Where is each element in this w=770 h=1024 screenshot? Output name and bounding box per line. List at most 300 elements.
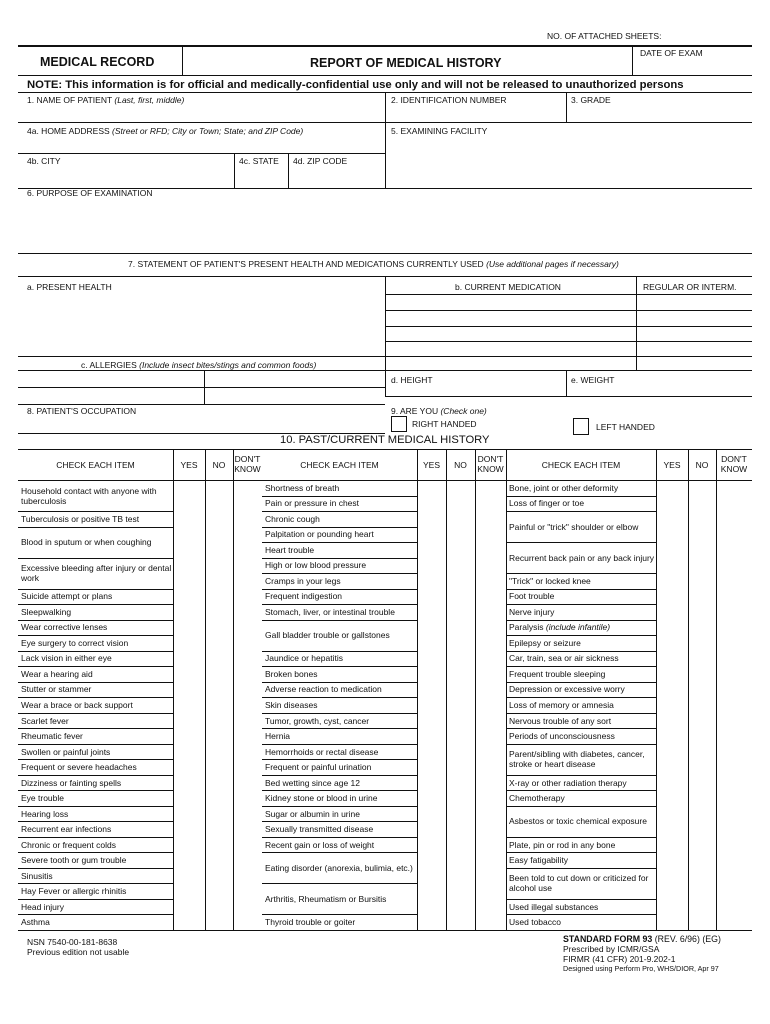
history-yes-cell[interactable] [656,480,688,496]
history-dk-cell[interactable] [475,527,506,543]
history-no-cell[interactable] [446,666,475,682]
history-no-cell[interactable] [688,542,716,573]
history-dk-cell[interactable] [475,666,506,682]
history-dk-cell[interactable] [716,775,752,791]
history-dk-cell[interactable] [475,480,506,496]
history-no-cell[interactable] [205,697,233,713]
history-yes-cell[interactable] [656,790,688,806]
history-dk-cell[interactable] [233,480,262,511]
history-no-cell[interactable] [205,883,233,899]
no-header: NO [212,460,226,470]
history-dk-cell[interactable] [233,899,262,915]
history-yes-cell[interactable] [656,728,688,744]
history-item: Used tobacco [509,917,561,928]
history-yes-cell[interactable] [173,744,205,760]
history-item: Adverse reaction to medication [265,684,382,695]
history-dk-cell[interactable] [716,697,752,713]
history-yes-cell[interactable] [417,744,446,760]
right-handed-checkbox[interactable] [391,416,407,432]
history-dk-cell[interactable] [716,651,752,667]
history-yes-cell[interactable] [173,511,205,527]
history-dk-cell[interactable] [716,899,752,915]
nsn-number: NSN 7540-00-181-8638 [27,937,118,947]
history-yes-cell[interactable] [173,604,205,620]
history-yes-cell[interactable] [173,837,205,853]
history-no-cell[interactable] [446,527,475,543]
history-no-cell[interactable] [688,806,716,837]
history-yes-cell[interactable] [656,697,688,713]
history-yes-cell[interactable] [656,651,688,667]
history-no-cell[interactable] [446,620,475,651]
history-dk-cell[interactable] [233,620,262,636]
history-dk-cell[interactable] [716,496,752,512]
history-item: Frequent trouble sleeping [509,668,606,679]
history-dk-cell[interactable] [233,511,262,527]
history-no-cell[interactable] [446,821,475,837]
present-health-label: a. PRESENT HEALTH [27,282,112,292]
history-no-cell[interactable] [688,480,716,496]
history-yes-cell[interactable] [417,914,446,930]
history-dk-cell[interactable] [475,573,506,589]
history-no-cell[interactable] [688,852,716,868]
history-yes-cell[interactable] [173,635,205,651]
history-yes-cell[interactable] [173,775,205,791]
history-yes-cell[interactable] [173,914,205,930]
history-no-cell[interactable] [688,914,716,930]
firmr-reference: FIRMR (41 CFR) 201-9.202-1 [563,954,676,964]
history-dk-cell[interactable] [716,542,752,573]
history-yes-cell[interactable] [417,728,446,744]
history-yes-cell[interactable] [173,852,205,868]
history-item: Hay Fever or allergic rhinitis [21,886,127,897]
history-yes-cell[interactable] [417,697,446,713]
history-no-cell[interactable] [205,666,233,682]
history-item: "Trick" or locked knee [509,575,591,586]
history-dk-cell[interactable] [233,806,262,822]
history-yes-cell[interactable] [417,682,446,698]
history-item: Heart trouble [265,544,315,555]
history-yes-cell[interactable] [173,728,205,744]
history-yes-cell[interactable] [656,496,688,512]
history-dk-cell[interactable] [233,837,262,853]
history-no-cell[interactable] [688,713,716,729]
history-yes-cell[interactable] [173,620,205,636]
history-no-cell[interactable] [205,837,233,853]
history-yes-cell[interactable] [417,651,446,667]
height-label: d. HEIGHT [391,375,433,385]
previous-edition-note: Previous edition not usable [27,947,130,957]
history-yes-cell[interactable] [417,821,446,837]
dont-know-header: DON'T KNOW [477,454,504,474]
history-no-cell[interactable] [205,527,233,558]
history-no-cell[interactable] [446,790,475,806]
history-no-cell[interactable] [688,697,716,713]
history-no-cell[interactable] [688,620,716,636]
history-dk-cell[interactable] [716,852,752,868]
history-dk-cell[interactable] [716,713,752,729]
history-yes-cell[interactable] [417,790,446,806]
history-dk-cell[interactable] [716,837,752,853]
history-item: Car, train, sea or air sickness [509,653,619,664]
history-dk-cell[interactable] [716,790,752,806]
history-yes-cell[interactable] [417,775,446,791]
history-no-cell[interactable] [205,589,233,605]
history-dk-cell[interactable] [233,682,262,698]
history-dk-cell[interactable] [475,697,506,713]
history-dk-cell[interactable] [475,790,506,806]
history-dk-cell[interactable] [475,651,506,667]
history-no-cell[interactable] [446,713,475,729]
history-dk-cell[interactable] [716,604,752,620]
no-header: NO [695,460,709,470]
history-dk-cell[interactable] [475,852,506,883]
history-yes-cell[interactable] [656,744,688,775]
history-no-cell[interactable] [446,542,475,558]
date-of-exam-label: DATE OF EXAM [640,48,703,58]
history-no-cell[interactable] [446,837,475,853]
history-yes-cell[interactable] [656,806,688,837]
history-dk-cell[interactable] [233,713,262,729]
history-dk-cell[interactable] [475,589,506,605]
history-dk-cell[interactable] [233,852,262,868]
history-no-cell[interactable] [446,728,475,744]
history-no-cell[interactable] [446,775,475,791]
history-item: Frequent or painful urination [265,762,372,773]
history-no-cell[interactable] [205,899,233,915]
history-dk-cell[interactable] [475,558,506,574]
history-no-cell[interactable] [688,790,716,806]
history-dk-cell[interactable] [716,589,752,605]
occupation-label: 8. PATIENT'S OCCUPATION [27,406,137,416]
history-no-cell[interactable] [205,744,233,760]
yes-header: YES [663,460,681,470]
history-item: Nervous trouble of any sort [509,715,612,726]
history-dk-cell[interactable] [475,496,506,512]
history-no-cell[interactable] [446,682,475,698]
history-dk-cell[interactable] [233,651,262,667]
history-yes-cell[interactable] [417,883,446,914]
history-no-cell[interactable] [688,899,716,915]
history-dk-cell[interactable] [716,480,752,496]
history-item: Sexually transmitted disease [265,824,374,835]
history-item: Stutter or stammer [21,684,92,695]
history-no-cell[interactable] [446,604,475,620]
history-yes-cell[interactable] [656,868,688,899]
history-dk-cell[interactable] [475,775,506,791]
history-yes-cell[interactable] [656,604,688,620]
left-handed-checkbox[interactable] [573,418,589,435]
history-no-cell[interactable] [446,852,475,883]
history-item: Asthma [21,917,50,928]
history-item: Sinusitis [21,870,53,881]
history-yes-cell[interactable] [417,852,446,883]
history-dk-cell[interactable] [233,821,262,837]
history-dk-cell[interactable] [475,821,506,837]
history-dk-cell[interactable] [475,511,506,527]
history-no-cell[interactable] [205,682,233,698]
history-no-cell[interactable] [688,604,716,620]
history-no-cell[interactable] [205,790,233,806]
history-yes-cell[interactable] [656,666,688,682]
history-item: Periods of unconsciousness [509,731,615,742]
history-yes-cell[interactable] [173,558,205,589]
history-item: Recent gain or loss of weight [265,839,375,850]
history-no-cell[interactable] [205,558,233,589]
history-yes-cell[interactable] [173,821,205,837]
history-dk-cell[interactable] [233,558,262,589]
history-dk-cell[interactable] [233,868,262,884]
history-item: Excessive bleeding after injury or dental work [21,563,172,584]
history-yes-cell[interactable] [417,542,446,558]
history-dk-cell[interactable] [716,682,752,698]
history-item: Paralysis (include infantile) [509,622,611,633]
check-each-item-header: CHECK EACH ITEM [541,460,621,470]
history-no-cell[interactable] [446,589,475,605]
history-no-cell[interactable] [205,821,233,837]
history-item: Epilepsy or seizure [509,637,581,648]
history-no-cell[interactable] [446,573,475,589]
form-name: MEDICAL RECORD [40,55,155,69]
history-yes-cell[interactable] [417,620,446,651]
history-dk-cell[interactable] [233,790,262,806]
home-address-label: 4a. HOME ADDRESS (Street or RFD; City or Town; State; and ZIP Code) [27,126,304,136]
history-dk-cell[interactable] [716,744,752,775]
history-no-cell[interactable] [688,682,716,698]
history-item: Thyroid trouble or goiter [265,917,356,928]
history-dk-cell[interactable] [475,837,506,853]
history-yes-cell[interactable] [417,837,446,853]
history-no-cell[interactable] [446,914,475,930]
history-dk-cell[interactable] [233,697,262,713]
are-you-label: 9. ARE YOU (Check one) [391,406,487,416]
history-no-cell[interactable] [205,914,233,930]
history-no-cell[interactable] [205,868,233,884]
history-dk-cell[interactable] [233,914,262,930]
history-no-cell[interactable] [205,775,233,791]
history-item: Shortness of breath [265,482,340,493]
history-dk-cell[interactable] [233,666,262,682]
history-no-cell[interactable] [205,604,233,620]
page-title: REPORT OF MEDICAL HISTORY [310,56,502,70]
history-yes-cell[interactable] [656,635,688,651]
attached-sheets-label: NO. OF ATTACHED SHEETS: [547,31,662,41]
history-item: Gall bladder trouble or gallstones [265,630,390,641]
history-dk-cell[interactable] [233,728,262,744]
history-no-cell[interactable] [688,573,716,589]
history-dk-cell[interactable] [233,635,262,651]
history-yes-cell[interactable] [656,589,688,605]
history-dk-cell[interactable] [233,759,262,775]
history-yes-cell[interactable] [656,852,688,868]
history-yes-cell[interactable] [173,697,205,713]
history-yes-cell[interactable] [656,837,688,853]
history-no-cell[interactable] [446,883,475,914]
history-yes-cell[interactable] [656,682,688,698]
history-item: Hernia [265,731,291,742]
history-no-cell[interactable] [688,868,716,899]
history-dk-cell[interactable] [475,759,506,775]
history-yes-cell[interactable] [173,868,205,884]
history-no-cell[interactable] [205,852,233,868]
history-yes-cell[interactable] [173,589,205,605]
history-dk-cell[interactable] [716,511,752,542]
history-yes-cell[interactable] [656,620,688,636]
history-dk-cell[interactable] [475,604,506,620]
purpose-of-examination-label: 6. PURPOSE OF EXAMINATION [27,188,153,198]
history-yes-cell[interactable] [656,899,688,915]
history-item: Used illegal substances [509,901,599,912]
history-dk-cell[interactable] [716,914,752,930]
history-dk-cell[interactable] [716,868,752,899]
grade-label: 3. GRADE [571,95,611,105]
designed-using-note: Designed using Perform Pro, WHS/DIOR, Apr 97 [563,964,719,973]
history-no-cell[interactable] [205,759,233,775]
history-yes-cell[interactable] [173,806,205,822]
history-item: Palpitation or pounding heart [265,529,374,540]
zip-code-label: 4d. ZIP CODE [293,156,348,166]
history-no-cell[interactable] [205,806,233,822]
history-dk-cell[interactable] [475,542,506,558]
history-item: Jaundice or hepatitis [265,653,343,664]
history-no-cell[interactable] [205,713,233,729]
history-item: Eye trouble [21,793,64,804]
history-dk-cell[interactable] [475,728,506,744]
history-yes-cell[interactable] [417,806,446,822]
history-no-cell[interactable] [446,697,475,713]
history-dk-cell[interactable] [233,883,262,899]
medical-history-title: 10. PAST/CURRENT MEDICAL HISTORY [280,434,490,446]
history-yes-cell[interactable] [173,790,205,806]
history-yes-cell[interactable] [173,480,205,511]
history-dk-cell[interactable] [716,806,752,837]
history-dk-cell[interactable] [475,914,506,930]
history-item: Lack vision in either eye [21,653,112,664]
history-item: Bed wetting since age 12 [265,777,360,788]
history-no-cell[interactable] [446,806,475,822]
history-no-cell[interactable] [688,589,716,605]
history-no-cell[interactable] [688,744,716,775]
history-item: Scarlet fever [21,715,69,726]
history-no-cell[interactable] [446,558,475,574]
history-dk-cell[interactable] [475,620,506,651]
history-dk-cell[interactable] [233,527,262,558]
history-yes-cell[interactable] [417,496,446,512]
history-no-cell[interactable] [688,496,716,512]
history-no-cell[interactable] [446,496,475,512]
history-dk-cell[interactable] [475,806,506,822]
history-yes-cell[interactable] [656,775,688,791]
history-yes-cell[interactable] [417,713,446,729]
history-yes-cell[interactable] [417,666,446,682]
history-dk-cell[interactable] [716,728,752,744]
history-dk-cell[interactable] [233,775,262,791]
history-item: Recurrent back pain or any back injury [509,552,655,563]
history-yes-cell[interactable] [417,759,446,775]
history-item: Household contact with anyone with tuberculosis [21,485,157,506]
history-no-cell[interactable] [205,511,233,527]
history-no-cell[interactable] [688,511,716,542]
history-no-cell[interactable] [688,775,716,791]
history-yes-cell[interactable] [173,682,205,698]
history-no-cell[interactable] [688,837,716,853]
history-item: Tumor, growth, cyst, cancer [265,715,370,726]
history-yes-cell[interactable] [173,527,205,558]
right-handed-label: RIGHT HANDED [412,419,477,429]
history-no-cell[interactable] [205,620,233,636]
history-no-cell[interactable] [446,744,475,760]
history-no-cell[interactable] [688,635,716,651]
history-yes-cell[interactable] [417,558,446,574]
history-yes-cell[interactable] [173,899,205,915]
history-item: Chemotherapy [509,793,565,804]
history-yes-cell[interactable] [173,651,205,667]
history-dk-cell[interactable] [716,635,752,651]
history-yes-cell[interactable] [173,883,205,899]
history-no-cell[interactable] [446,759,475,775]
history-no-cell[interactable] [446,480,475,496]
history-item: Frequent or severe headaches [21,762,137,773]
history-dk-cell[interactable] [475,682,506,698]
history-dk-cell[interactable] [233,744,262,760]
history-yes-cell[interactable] [656,573,688,589]
history-yes-cell[interactable] [656,713,688,729]
history-dk-cell[interactable] [233,589,262,605]
history-yes-cell[interactable] [173,666,205,682]
history-yes-cell[interactable] [417,573,446,589]
history-no-cell[interactable] [205,635,233,651]
history-item: Loss of memory or amnesia [509,699,614,710]
history-yes-cell[interactable] [173,713,205,729]
history-no-cell[interactable] [205,728,233,744]
dont-know-header: DON'T KNOW [234,454,261,474]
history-yes-cell[interactable] [656,542,688,573]
history-yes-cell[interactable] [417,527,446,543]
history-dk-cell[interactable] [475,744,506,760]
history-dk-cell[interactable] [233,604,262,620]
history-no-cell[interactable] [446,651,475,667]
yes-header: YES [180,460,198,470]
history-no-cell[interactable] [205,651,233,667]
history-dk-cell[interactable] [716,573,752,589]
history-yes-cell[interactable] [417,589,446,605]
history-no-cell[interactable] [446,511,475,527]
history-item: Asbestos or toxic chemical exposure [509,816,647,827]
history-dk-cell[interactable] [716,666,752,682]
history-yes-cell[interactable] [173,759,205,775]
history-yes-cell[interactable] [656,511,688,542]
standard-form-label: STANDARD FORM 93 (REV. 6/96) (EG) [563,934,721,944]
history-item: Skin diseases [265,699,318,710]
history-item: Eating disorder (anorexia, bulimia, etc.) [265,862,413,873]
history-yes-cell[interactable] [417,480,446,496]
history-no-cell[interactable] [688,666,716,682]
history-yes-cell[interactable] [656,914,688,930]
examining-facility-label: 5. EXAMINING FACILITY [391,126,488,136]
history-no-cell[interactable] [205,480,233,511]
statement-label: 7. STATEMENT OF PATIENT'S PRESENT HEALTH AND MEDICATIONS CURRENTLY USED (Use additional pages if necessary) [128,259,619,269]
history-dk-cell[interactable] [475,713,506,729]
history-item: Kidney stone or blood in urine [265,793,378,804]
history-yes-cell[interactable] [417,604,446,620]
history-yes-cell[interactable] [417,511,446,527]
history-item: Parent/sibling with diabetes, cancer, stroke or heart disease [509,749,645,770]
history-no-cell[interactable] [688,651,716,667]
history-dk-cell[interactable] [475,883,506,914]
history-item: Foot trouble [509,591,555,602]
history-no-cell[interactable] [688,728,716,744]
history-dk-cell[interactable] [716,620,752,636]
regular-interm-label: REGULAR OR INTERM. [643,282,737,292]
